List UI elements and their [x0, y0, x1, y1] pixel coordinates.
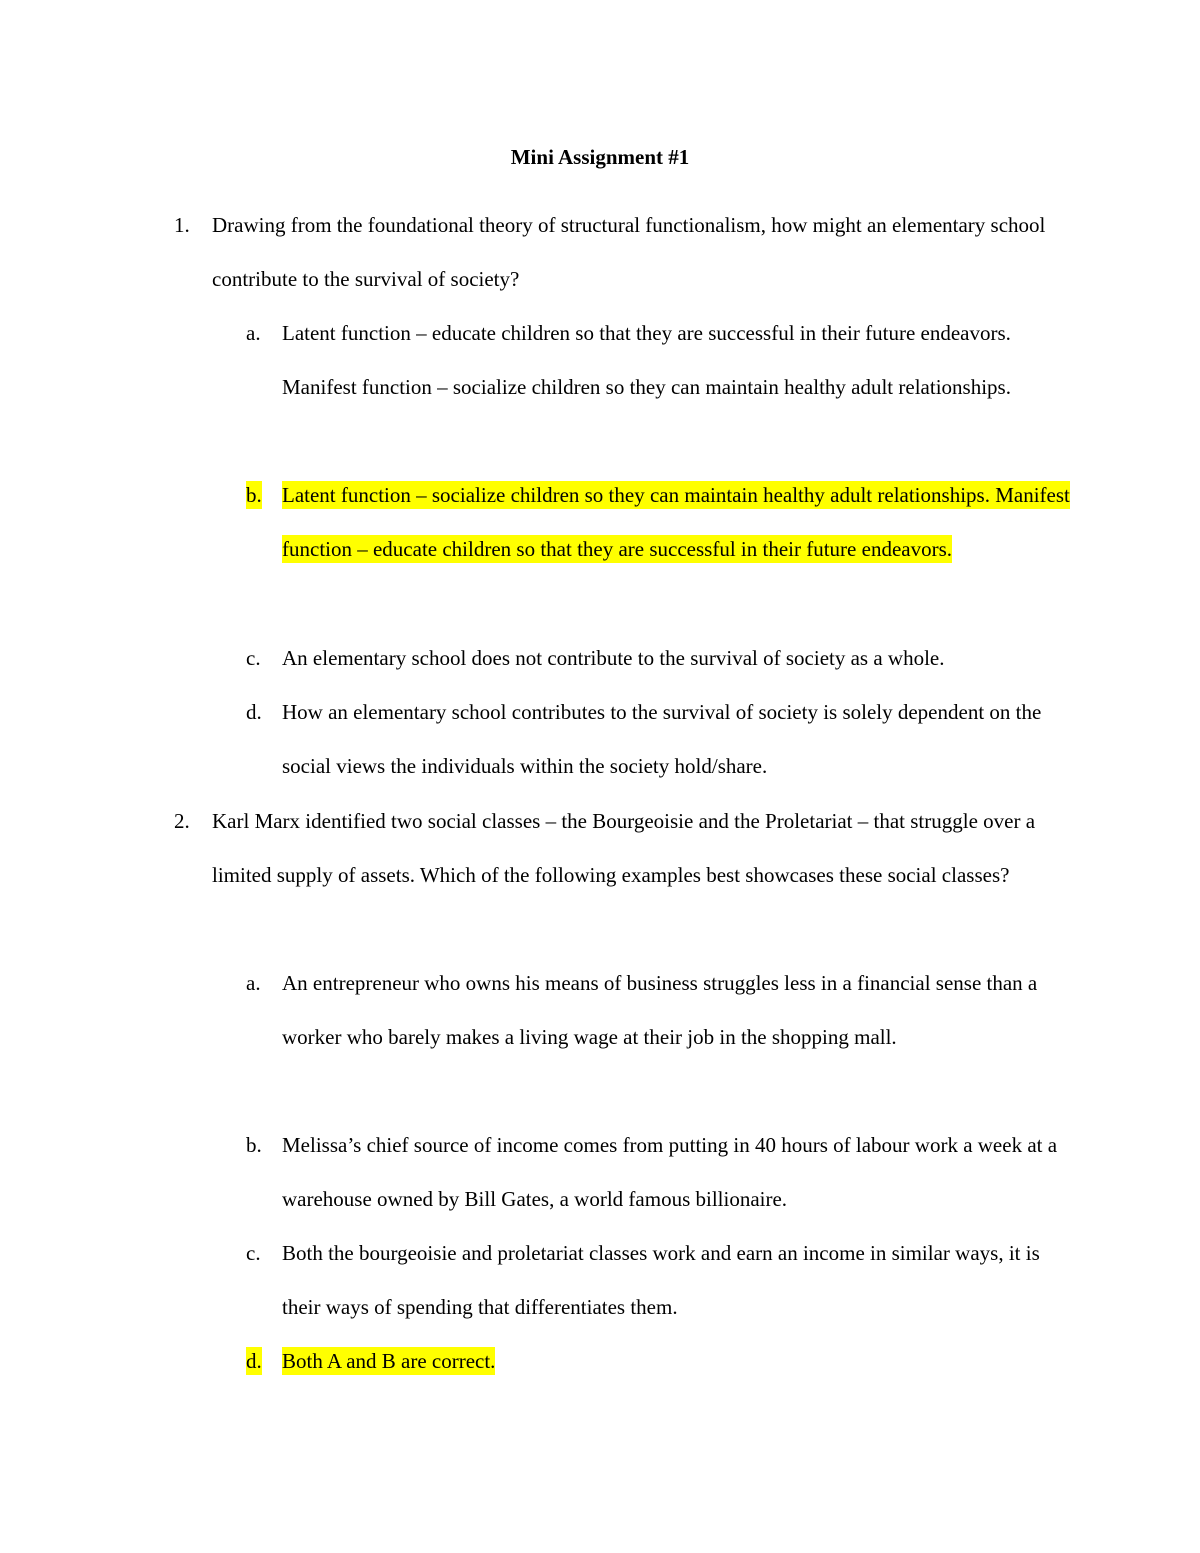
option-text: An elementary school does not contribute to the survival of society as a whole. [282, 646, 945, 670]
option-text: How an elementary school contributes to the survival of society is solely dependent on the social views the individuals within the society hold/share. [282, 700, 1042, 778]
option-text: Latent function – educate children so that they are successful in their future endeavors. Manifest function – socialize children so they can maintain healthy adult relationships. [282, 321, 1011, 399]
option-letter: a. [246, 971, 261, 995]
question-text: Karl Marx identified two social classes – the Bourgeoisie and the Proletariat – that struggle over a limited supply of assets. Which of the following examples best showcases these social classes? [212, 809, 1036, 887]
option-letter: d. [246, 700, 262, 724]
document-title: Mini Assignment #1 [510, 145, 690, 169]
option-text-highlighted: Latent function – socialize children so they can maintain healthy adult relationships. Manifest function – educate children so that they are successful in their future endeavors. [282, 483, 1070, 561]
option-letter: b. [246, 1133, 262, 1157]
option-letter: b. [246, 483, 262, 507]
question-number: 2. [174, 809, 190, 833]
option-text: Melissa’s chief source of income comes from putting in 40 hours of labour work a week at a warehouse owned by Bill Gates, a world famous billionaire. [282, 1133, 1058, 1211]
option-text-highlighted: Both A and B are correct. [282, 1349, 496, 1373]
question-text: Drawing from the foundational theory of structural functionalism, how might an elementary school contribute to the survival of society? [212, 213, 1046, 291]
option-letter: d. [246, 1349, 262, 1373]
question-number: 1. [174, 213, 190, 237]
option-text: An entrepreneur who owns his means of business struggles less in a financial sense than a worker who barely makes a living wage at their job in the shopping mall. [282, 971, 1038, 1049]
option-letter: c. [246, 1241, 261, 1265]
option-text: Both the bourgeoisie and proletariat classes work and earn an income in similar ways, it is their ways of spending that differentiates them. [282, 1241, 1040, 1319]
option-letter: a. [246, 321, 261, 345]
option-letter: c. [246, 646, 261, 670]
